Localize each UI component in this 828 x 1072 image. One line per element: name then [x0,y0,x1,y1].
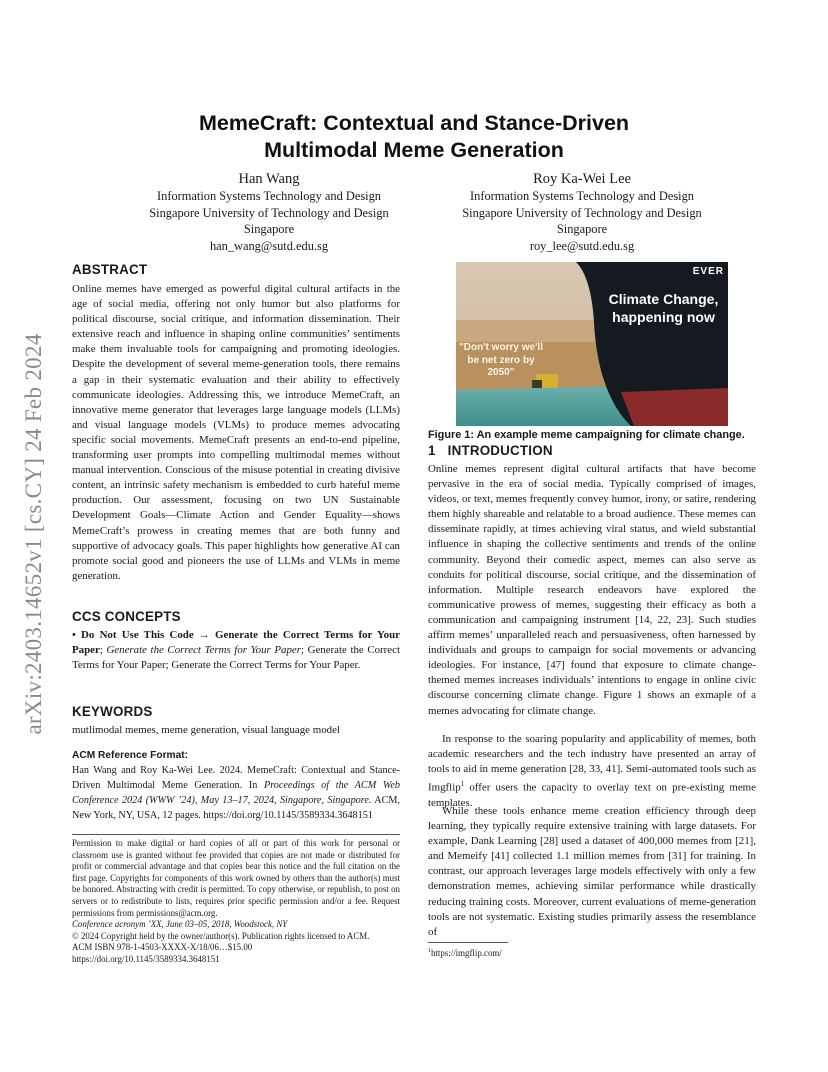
author-block-1 [104,170,434,254]
ship-lettering: EVER [692,266,724,277]
isbn-line: ACM ISBN 978-1-4503-XXXX-X/18/06…$15.00 [72,942,253,953]
author-dept: Information Systems Technology and Design [470,189,694,203]
meme-figure [456,262,728,426]
keywords-heading: KEYWORDS [72,704,153,719]
acm-ref-part2: ACM, New York, NY, USA, 12 pages. https://doi.org/10.1145/3589334.3648151 [72,795,400,822]
doi-link[interactable]: https://doi.org/10.1145/3589334.3648151 [72,953,220,964]
author-block-2 [417,170,747,254]
author-country: Singapore [243,222,295,236]
intro-p2-a: In response to the soaring popularity and applicability of memes, both academic researchers and the tech industry have presented an array of tools to aid in meme generation [28, 33, 41]. Semi-automated tools such as Imgflip [428,733,756,794]
paper-title [0,110,828,164]
author-email[interactable]: han_wang@sutd.edu.sg [209,238,329,253]
intro-heading-title: INTRODUCTION [447,443,553,458]
permission-notice [72,838,400,966]
acm-ref-venue: Proceedings of the ACM Web Conference 2024 (WWW ’24), May 13–17, 2024, Singapore, Singapore. [72,780,400,807]
title-line-2: Multimodal Meme Generation [264,138,564,162]
footnote-rule [72,834,400,835]
figure-caption: Figure 1: An example meme campaigning for climate change. [428,429,745,441]
author-email[interactable]: roy_lee@sutd.edu.sg [529,238,635,253]
author-univ: Singapore University of Technology and Design [149,205,389,220]
author-univ: Singapore University of Technology and Design [462,205,702,220]
acm-ref-heading: ACM Reference Format: [72,750,189,761]
ccs-rest: ; Generate the Correct Terms for Your Paper; Generate the Correct Terms for Your Paper. [72,644,400,672]
intro-paragraph-3: While these tools enhance meme creation efficiency through deep learning, they typically require extensive training with large datasets. For example, Dank Learning [28] used a dataset of 400,000 memes from [21], and Memeify [41] collected 1.1 million memes from [31] for training. In contrast, our approach leverages large models effectively with only a few demonstration memes, achieving similar performance while drastically reducing training costs. Moreover, current evaluations of meme-generation tools are not systematic. Existing studies primarily assess the resemblance of [428,805,756,938]
ccs-text [72,628,400,673]
author-dept: Information Systems Technology and Design [157,189,381,203]
permission-text: Permission to make digital or hard copies of all or part of this work for personal or classroom use is granted without fee provided that copies are not made or distributed for profit or commercial advantage and that copies bear this notice and the full citation on the first page. Copyrights for components of this work owned by others than the author(s) must be honored. Abstracting with credit is permitted. To copy otherwise, or republish, to post on servers or to redistribute to lists, requires prior specific permission and/or a fee. Request permissions from permissions@acm.org. [72,838,400,918]
intro-heading [428,443,553,459]
copyright-line: © 2024 Copyright held by the owner/author(s). Publication rights licensed to ACM. [72,930,370,941]
intro-heading-number: 1 [428,443,436,458]
ccs-bold: • Do Not Use This Code → Generate the Correct Terms for Your Paper [72,629,400,657]
footnote-number: 1 [428,948,431,954]
ccs-italic: Generate the Correct Terms for Your Paper [106,644,301,657]
author-name: Roy Ka-Wei Lee [533,171,631,187]
acm-ref-part1: Han Wang and Roy Ka-Wei Lee. 2024. MemeCraft: Contextual and Stance-Driven Multimodal Meme Generation. In [72,765,400,792]
footnote-rule-right [428,942,508,943]
title-line-1: MemeCraft: Contextual and Stance-Driven [198,111,630,135]
abstract-text: Online memes have emerged as powerful digital cultural artifacts in the age of social media, offering not only humor but also platforms for political discourse, social critique, and information dissemination. Their extensive reach and influence in shaping online communities’ sentiments make them invaluable tools for campaigning and promoting ideologies. Despite the development of several meme-generation tools, there remains a gap in their systematic evaluation and their ability to effectively communicate ideologies. Addressing this, we introduce MemeCraft, an innovative meme generator that leverages large language models (LLMs) and visual language models (VLMs) to produce memes advocating specific social movements. MemeCraft presents an end-to-end pipeline, transforming user prompts into compelling multimodal memes without manual intervention. Conscious of the misuse potential in creating divisive content, an intrinsic safety mechanism is embedded to curb hateful meme production. Our assessment, focusing on two UN Sustainable Development Goals—Climate Action and Gender Equality—shows MemeCraft’s prowess in creating memes that are both funny and supportive of advocacy goals. This paper highlights how generative AI can promote social good and pioneers the use of LLMs and VLMs in meme generation. [72,283,400,582]
ccs-heading: CCS CONCEPTS [72,609,181,624]
arxiv-stamp [14,284,54,784]
intro-paragraph-1: Online memes represent digital cultural artifacts that have become pervasive in the era of social media. Typically comprised of images, videos, or text, memes frequently convey humor, irony, or satire, rendering them highly shareable and relatable to a broad audience. These memes can disseminate rapidly, at times achieving viral status, and wield substantial influence in shaping the collective sentiments and trends of the online community. Beyond their comedic aspect, memes can also serve as conduits for political discourse, social critique, and the dissemination of information. Multiple research endeavors have explored the communicative prowess of memes, suggesting their efficacy as both a communication and campaigning instrument [14, 22, 23]. Such studies affirm memes’ unparalleled reach and persuasiveness, often harnessed by individuals and groups to campaign for social movements or advancing ideologies. For instance, [47] found that exposure to climate change-themed memes increases individuals’ intentions to engage in online civic discourse concerning climate change. Figure 1 shows an exmaple of a memes advocating for climate change. [428,463,756,717]
meme-top-caption: Climate Change, happening now [608,291,719,325]
footnote-link[interactable]: https://imgflip.com/ [431,947,502,958]
intro-paragraph-2 [428,732,756,811]
intro-p2-b: offer users the capacity to overlay text on pre-existing meme templates. [428,781,756,809]
footnote-marker: 1 [460,780,465,789]
ccs-separator: ; [99,644,107,657]
acm-reference [72,748,400,823]
meme-bottom-caption: "Don't worry we'll be net zero by 2050" [459,342,543,378]
author-name: Han Wang [238,171,300,187]
arxiv-id: arXiv:2403.14652v1 [cs.CY] 24 Feb 2024 [21,333,46,735]
keywords-text: mutlimodal memes, meme generation, visual language model [72,724,340,736]
footnote [428,946,756,960]
conference-line: Conference acronym ’XX, June 03–05, 2018, Woodstock, NY [72,919,288,930]
abstract-heading: ABSTRACT [72,262,148,277]
author-country: Singapore [556,222,608,236]
